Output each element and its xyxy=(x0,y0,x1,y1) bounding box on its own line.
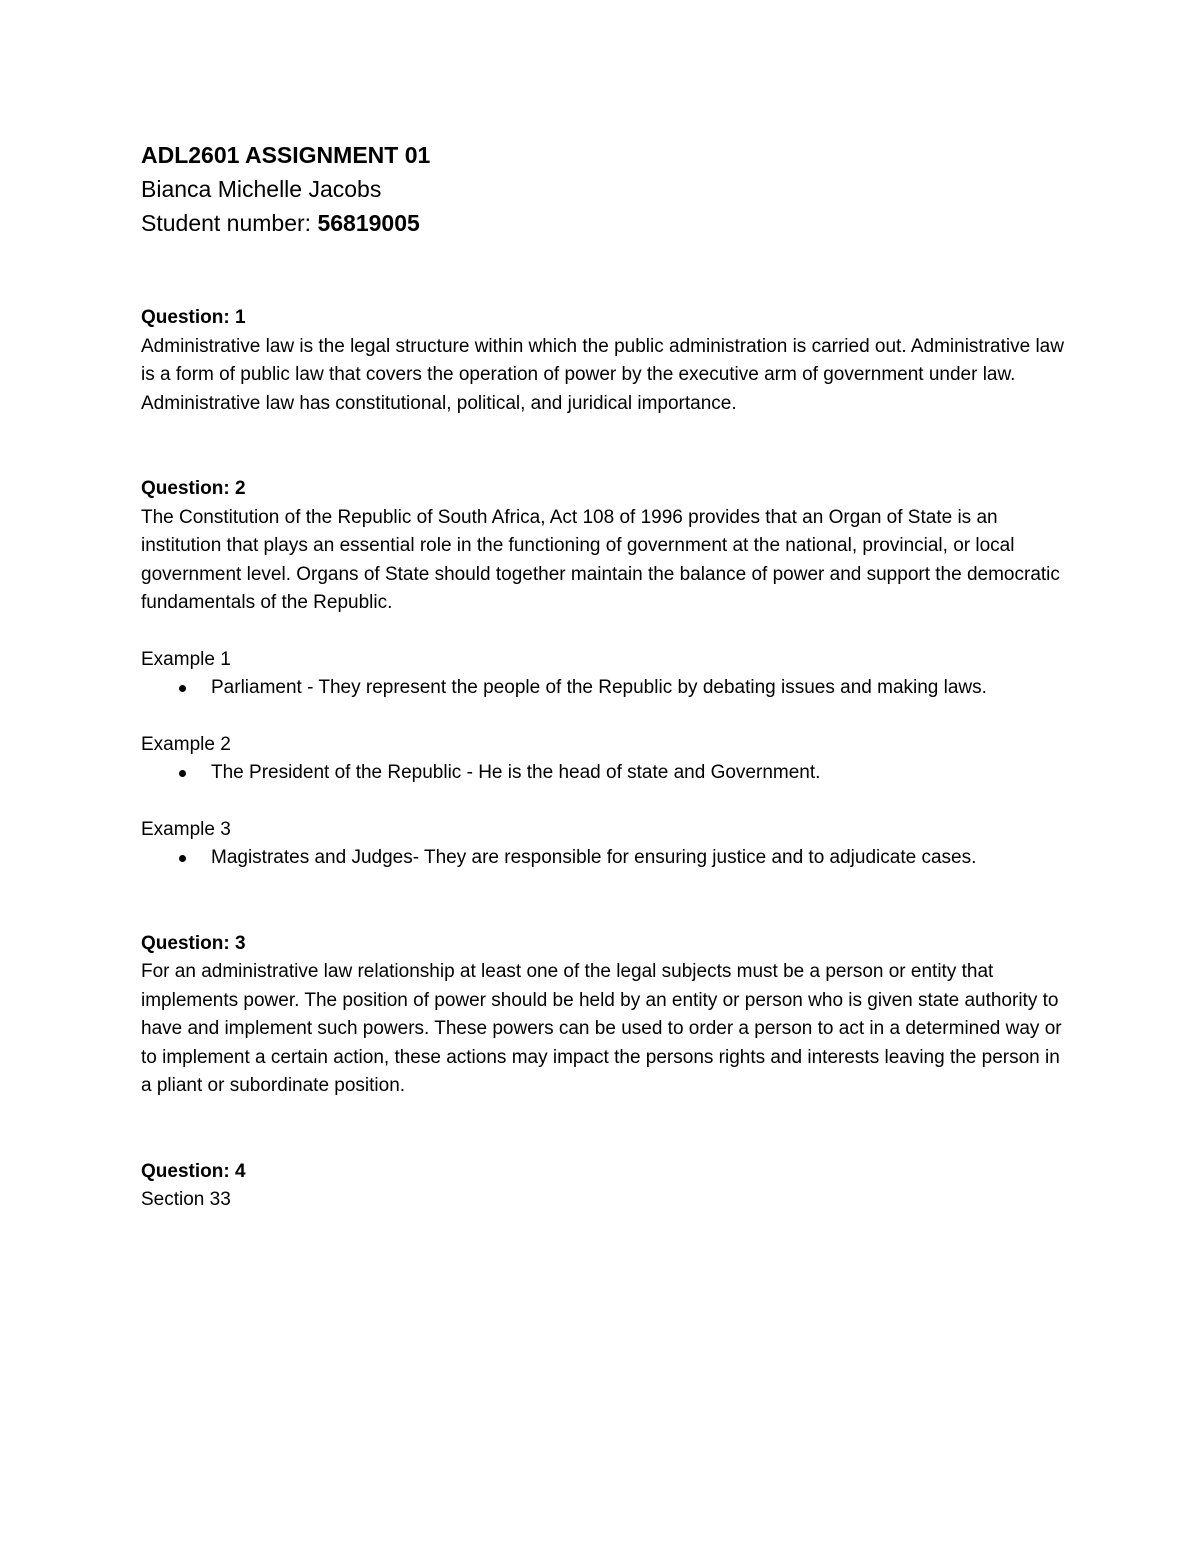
example-1-label: Example 1 xyxy=(141,648,231,670)
student-number-label: Student number: xyxy=(141,210,318,236)
example-3-text: Magistrates and Judges- They are responsible for ensuring justice and to adjudicate cases. xyxy=(211,847,977,868)
question-3-heading: Question: 3 xyxy=(141,932,246,954)
question-1-heading: Question: 1 xyxy=(141,307,246,328)
example-1-bullet xyxy=(141,674,1071,703)
bullet-icon xyxy=(179,685,186,692)
example-3-bullet xyxy=(141,844,1071,873)
example-3-list xyxy=(141,844,1071,873)
question-2-answer: The Constitution of the Republic of South Africa, Act 108 of 1996 provides that an Organ of State is an institution that plays an essential role in the functioning of government at the national, provincial, or local government level. Organs of State should together maintain the balance of power and support the democratic fundamentals of the Republic. xyxy=(141,506,1060,613)
bullet-icon xyxy=(179,855,186,862)
student-name: Bianca Michelle Jacobs xyxy=(141,176,382,202)
bullet-icon xyxy=(179,770,186,777)
assignment-title: ADL2601 ASSIGNMENT 01 xyxy=(141,142,431,168)
example-2-bullet xyxy=(141,759,1071,788)
student-number-line xyxy=(141,206,1071,240)
document-page xyxy=(141,138,1071,1215)
question-4-heading: Question: 4 xyxy=(141,1160,246,1182)
question-4-answer: Section 33 xyxy=(141,1189,231,1210)
example-1-text: Parliament - They represent the people of the Republic by debating issues and making laws. xyxy=(211,677,987,698)
question-1-answer: Administrative law is the legal structure within which the public administration is carried out. Administrative law is a form of public law that covers the operation of power by the executive arm of government under law. Administrative law has constitutional, political, and juridical importance. xyxy=(141,335,1064,414)
example-2-text: The President of the Republic - He is the head of state and Government. xyxy=(211,762,821,783)
example-2-list xyxy=(141,759,1071,788)
question-2-heading: Question: 2 xyxy=(141,478,246,499)
example-2-label: Example 2 xyxy=(141,733,231,755)
example-3-label: Example 3 xyxy=(141,818,231,840)
question-3-answer: For an administrative law relationship at least one of the legal subjects must be a person or entity that implements power. The position of power should be held by an entity or person who is given state authority to have and implement such powers. These powers can be used to order a person to act in a determined way or to implement a certain action, these actions may impact the persons rights and interests leaving the person in a pliant or subordinate position. xyxy=(141,961,1062,1096)
example-1-list xyxy=(141,674,1071,703)
student-number-value: 56819005 xyxy=(317,210,420,236)
